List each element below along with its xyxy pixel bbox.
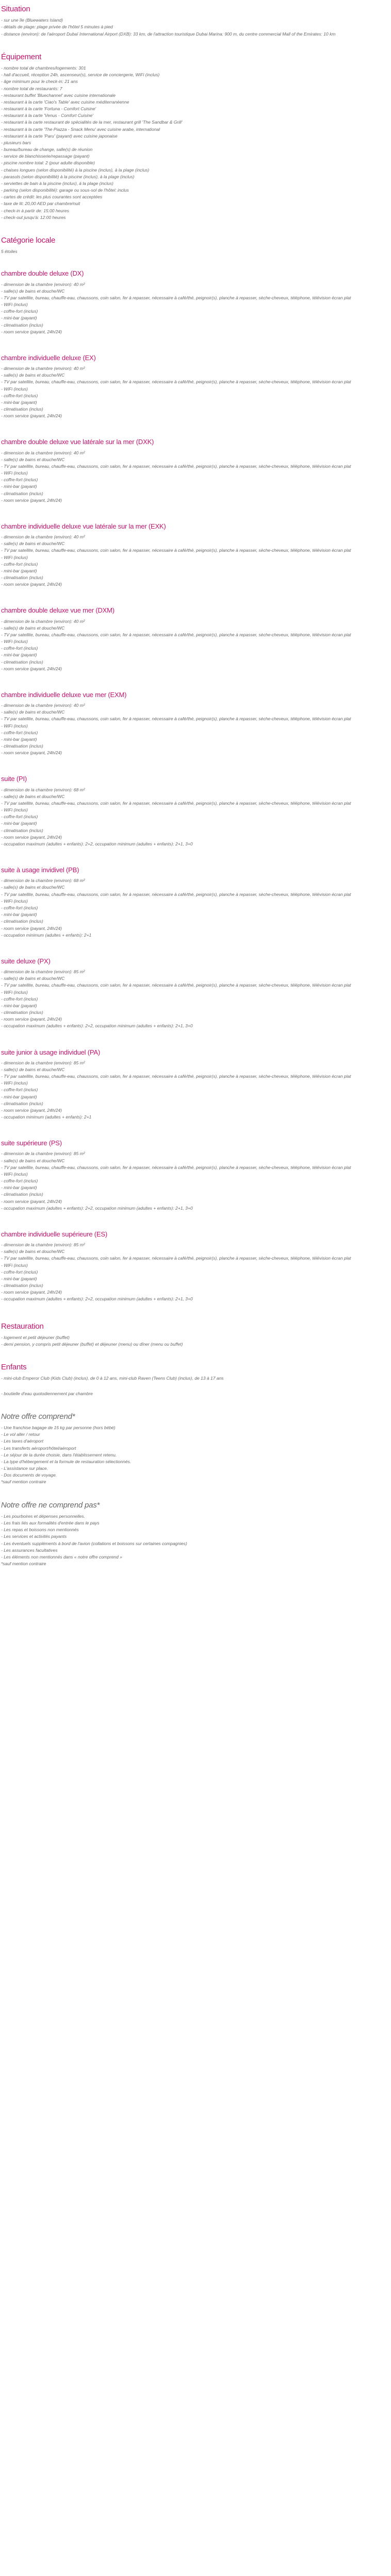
list-item: - restaurant buffet 'Bluechannel' avec cuisine internationale: [1, 92, 116, 98]
list-item: - salle(s) de bains et douche/WC: [1, 372, 65, 378]
list-item: - room service (payant, 24h/24): [1, 413, 62, 419]
situation-heading: Situation: [1, 5, 30, 13]
category-section: [1, 234, 390, 255]
list-item: - dimension de la chambre (environ): 40 m²: [1, 450, 85, 455]
list-item: - climatisation (inclus): [1, 322, 43, 328]
list-item: - salle(s) de bains et douche/WC: [1, 541, 65, 547]
list-item: - TV par satellite, bureau, chauffe-eau, chaussons, coin salon, fer à repasser, nécessaire à café/thé, peignoir(s), planche à repasser, sèche-cheveux, téléphone, télévision écran plat: [1, 632, 351, 637]
catering-section: [1, 1320, 390, 1348]
room-features-list: [1, 365, 390, 419]
room-features-list: [1, 1242, 390, 1303]
list-item: - room service (payant, 24h/24): [1, 1107, 62, 1113]
children-list: [1, 1375, 390, 1382]
list-item: - mini-bar (payant): [1, 1094, 37, 1099]
children-note: - boutielle d'eau quotodiennement par chambre: [1, 1391, 93, 1396]
list-item: - TV par satellite, bureau, chauffe-eau, chaussons, coin salon, fer à repasser, nécessaire à café/thé, peignoir(s), planche à repasser, sèche-cheveux, téléphone, télévision écran plat: [1, 716, 351, 722]
room-section: [1, 774, 390, 848]
list-item: - WiFi (inclus): [1, 898, 28, 904]
list-item: - dimension de la chambre (environ): 68 m²: [1, 787, 85, 792]
list-item: - room service (payant, 24h/24): [1, 834, 62, 840]
list-item: - distance (environ): de l'aéroport Dubaï International Airport (DXB): 33 km, de l'attraction touristique Dubai Marina: 900 m, du centre commercial Mall of the Emirates: 10 km: [1, 31, 336, 37]
list-item: - serviettes de bain à la piscine (inclus), à la plage (inclus): [1, 180, 113, 186]
list-item: - WiFi (inclus): [1, 1171, 28, 1177]
list-item: - Les éventuels suppléments à bord de l'avion (collations et boissons sur certaines compagnies): [1, 1540, 187, 1546]
list-item: - dimension de la chambre (environ): 85 m²: [1, 1060, 85, 1065]
room-section: [1, 956, 390, 1030]
list-item: - TV par satellite, bureau, chauffe-eau, chaussons, coin salon, fer à repasser, nécessaire à café/thé, peignoir(s), planche à repasser, sèche-cheveux, téléphone, télévision écran plat: [1, 1074, 351, 1079]
list-item: - climatisation (inclus): [1, 406, 43, 412]
list-item: - dimension de la chambre (environ): 85 m²: [1, 1151, 85, 1157]
list-item: - Les assurances facultatives: [1, 1547, 58, 1553]
list-item: - climatisation (inclus): [1, 1192, 43, 1197]
list-item: - WiFi (inclus): [1, 302, 28, 308]
list-item: - WiFi (inclus): [1, 1262, 28, 1268]
situation-list: [1, 17, 390, 38]
list-item: - nombre total de restaurants: 7: [1, 86, 62, 91]
list-item: - TV par satellite, bureau, chauffe-eau, chaussons, coin salon, fer à repasser, nécessaire à café/thé, peignoir(s), planche à repasser, sèche-cheveux, téléphone, télévision écran plat: [1, 1256, 351, 1261]
list-item: - WiFi (inclus): [1, 554, 28, 560]
list-item: - mini-bar (payant): [1, 821, 37, 826]
offer-includes-list: [1, 1425, 390, 1479]
list-item: - restaurant à la carte 'Paru' (payant) avec cuisine japonaise: [1, 133, 118, 139]
list-item: - dimension de la chambre (environ): 40 m²: [1, 703, 85, 708]
room-features-list: [1, 877, 390, 939]
list-item: - climatisation (inclus): [1, 1283, 43, 1289]
list-item: - occupation minimum (adultes + enfants): 2+1: [1, 932, 92, 938]
list-item: - mini-bar (payant): [1, 912, 37, 918]
list-item: - nombre total de chambres/logements: 301: [1, 65, 86, 71]
offer-excludes-heading: Notre offre ne comprend pas*: [1, 1500, 100, 1510]
list-item: - WiFi (inclus): [1, 1080, 28, 1086]
list-item: - dimension de la chambre (environ): 68 m²: [1, 878, 85, 884]
room-title: chambre double deluxe vue mer (DXM): [1, 606, 115, 615]
list-item: - climatisation (inclus): [1, 575, 43, 581]
list-item: - mini-bar (payant): [1, 315, 37, 321]
list-item: - TV par satellite, bureau, chauffe-eau, chaussons, coin salon, fer à repasser, nécessaire à café/thé, peignoir(s), planche à repasser, sèche-cheveux, téléphone, télévision écran plat: [1, 463, 351, 469]
list-item: - restaurant à la carte 'Venus - Comfort Cuisine': [1, 113, 93, 118]
catering-heading: Restauration: [1, 1321, 44, 1331]
room-title: suite junior à usage individuel (PA): [1, 1048, 101, 1056]
list-item: - salle(s) de bains et douche/WC: [1, 1066, 65, 1072]
list-item: - taxe de lit: 20,00 AED par chambre/nuit: [1, 201, 80, 207]
room-title: suite supérieure (PS): [1, 1139, 62, 1147]
list-item: - room service (payant, 24h/24): [1, 497, 62, 503]
list-item: - salle(s) de bains et douche/WC: [1, 709, 65, 715]
room-features-list: [1, 534, 390, 588]
list-item: - check-in à partir de: 15:00 heures: [1, 208, 69, 213]
list-item: - piscine nombre total: 2 (pour adulte disponible): [1, 160, 95, 166]
list-item: - restaurant à la carte 'The Piazza - Snack Menu' avec cuisine arabe, international: [1, 126, 160, 132]
list-item: - Les frais liés aux formalités d'entrée dans le pays: [1, 1520, 100, 1526]
list-item: - room service (payant, 24h/24): [1, 1016, 62, 1022]
list-item: - hall d'accueil, réception 24h, ascenseur(s), service de conciergerie, WiFi (inclus): [1, 72, 160, 78]
category-heading: Catégorie locale: [1, 235, 56, 245]
room-title: suite (PI): [1, 775, 27, 783]
room-features-list: [1, 1060, 390, 1121]
room-features-list: [1, 281, 390, 335]
list-item: - room service (payant, 24h/24): [1, 666, 62, 671]
equipment-list: [1, 65, 390, 221]
list-item: - Les transferts aéroport/hôtel/aéroport: [1, 1445, 76, 1451]
list-item: - coffre-fort (inclus): [1, 309, 38, 314]
room-title: chambre individuelle deluxe vue latérale sur la mer (EXK): [1, 522, 166, 530]
list-item: - climatisation (inclus): [1, 1100, 43, 1106]
list-item: - Dos documents de voyage.: [1, 1472, 57, 1478]
list-item: - room service (payant, 24h/24): [1, 925, 62, 931]
list-item: - TV par satellite, bureau, chauffe-eau, chaussons, coin salon, fer à repasser, nécessaire à café/thé, peignoir(s), planche à repasser, sèche-cheveux, téléphone, télévision écran plat: [1, 1164, 351, 1170]
room-features-list: [1, 450, 390, 504]
list-item: - mini-bar (payant): [1, 1003, 37, 1008]
children-section: [1, 1361, 390, 1397]
list-item: - WiFi (inclus): [1, 470, 28, 476]
list-item: - WiFi (inclus): [1, 989, 28, 995]
room-title: chambre individuelle supérieure (ES): [1, 1230, 107, 1238]
room-section: [1, 521, 390, 588]
list-item: - coffre-fort (inclus): [1, 814, 38, 820]
list-item: - room service (payant, 24h/24): [1, 750, 62, 756]
list-item: - room service (payant, 24h/24): [1, 1290, 62, 1295]
list-item: - bureau/bureau de change, salle(s) de réunion: [1, 147, 93, 152]
list-item: - room service (payant, 24h/24): [1, 582, 62, 587]
list-item: - dimension de la chambre (environ): 40 m²: [1, 618, 85, 624]
list-item: - TV par satellite, bureau, chauffe-eau, chaussons, coin salon, fer à repasser, nécessaire à café/thé, peignoir(s), planche à repasser, sèche-cheveux, téléphone, télévision écran plat: [1, 548, 351, 553]
list-item: - mini-bar (payant): [1, 1185, 37, 1191]
list-item: - room service (payant, 24h/24): [1, 329, 62, 334]
room-section: [1, 353, 390, 420]
room-section: [1, 268, 390, 335]
situation-section: [1, 3, 390, 38]
list-item: - Les taxes d'aéroport: [1, 1438, 43, 1444]
list-item: - TV par satellite, bureau, chauffe-eau, chaussons, coin salon, fer à repasser, nécessaire à café/thé, peignoir(s), planche à repasser, sèche-cheveux, téléphone, télévision écran plat: [1, 295, 351, 300]
list-item: - salle(s) de bains et douche/WC: [1, 1249, 65, 1255]
list-item: - coffre-fort (inclus): [1, 477, 38, 483]
list-item: - restaurant à la carte 'Ciao's Table' avec cuisine méditerranéenne: [1, 99, 129, 105]
list-item: - service de blanchisserie/repassage (payant): [1, 154, 90, 159]
list-item: - mini-bar (payant): [1, 736, 37, 742]
list-item: - Les services et activités payants: [1, 1534, 67, 1539]
list-item: - climatisation (inclus): [1, 827, 43, 833]
list-item: - mini-bar (payant): [1, 652, 37, 658]
room-features-list: [1, 787, 390, 848]
list-item: - climatisation (inclus): [1, 743, 43, 749]
catering-list: [1, 1334, 390, 1348]
list-item: - âge minimum pour le check-in: 21 ans: [1, 79, 78, 84]
room-section: [1, 865, 390, 939]
list-item: - plusieurs bars: [1, 140, 31, 145]
list-item: - salle(s) de bains et douche/WC: [1, 885, 65, 890]
list-item: - mini-bar (payant): [1, 568, 37, 573]
list-item: - TV par satellite, bureau, chauffe-eau, chaussons, coin salon, fer à repasser, nécessaire à café/thé, peignoir(s), planche à repasser, sèche-cheveux, téléphone, télévision écran plat: [1, 891, 351, 897]
list-item: - Une franchise bagage de 15 kg par personne (hors bébé): [1, 1425, 116, 1431]
room-section: [1, 437, 390, 504]
list-item: - restaurant à la carte restaurant de spécialités de la mer, restaurant grill 'The Sandbar & Grill': [1, 120, 183, 125]
list-item: - TV par satellite, bureau, chauffe-eau, chaussons, coin salon, fer à repasser, nécessaire à café/thé, peignoir(s), planche à repasser, sèche-cheveux, téléphone, télévision écran plat: [1, 982, 351, 988]
room-section: [1, 1229, 390, 1303]
list-item: - room service (payant, 24h/24): [1, 1198, 62, 1204]
list-item: - dimension de la chambre (environ): 40 m²: [1, 534, 85, 540]
list-item: - check-out jusqu'à: 12:00 heures: [1, 214, 66, 220]
room-features-list: [1, 702, 390, 756]
room-features-list: [1, 618, 390, 672]
list-item: - Les pourboires et dépenses personnelles.: [1, 1513, 86, 1519]
room-title: suite deluxe (PX): [1, 957, 51, 965]
list-item: - dimension de la chambre (environ): 85 m²: [1, 969, 85, 974]
category-stars: 5 étoiles: [1, 249, 18, 255]
list-item: - TV par satellite, bureau, chauffe-eau, chaussons, coin salon, fer à repasser, nécessaire à café/thé, peignoir(s), planche à repasser, sèche-cheveux, téléphone, télévision écran plat: [1, 379, 351, 385]
offer-excludes-section: [1, 1499, 390, 1568]
list-item: - salle(s) de bains et douche/WC: [1, 1158, 65, 1163]
list-item: - coffre-fort (inclus): [1, 905, 38, 910]
list-item: - occupation maximum (adultes + enfants): 2+2, occupation minimum (adultes + enfants): 2+1, 3+0: [1, 1023, 193, 1029]
list-item: - dimension de la chambre (environ): 40 m²: [1, 281, 85, 287]
list-item: - demi pension, y compris petit déjeuner (buffet) et déjeuner (menu) ou dîner (menu ou buffet): [1, 1342, 183, 1347]
list-item: - salle(s) de bains et douche/WC: [1, 793, 65, 799]
room-title: chambre individuelle deluxe vue mer (EXM): [1, 690, 127, 699]
room-section: [1, 605, 390, 672]
offer-excludes-footnote: *sauf mention contraire: [1, 1561, 46, 1567]
room-title: suite à usage invidivel (PB): [1, 866, 79, 874]
room-title: chambre individuelle deluxe (EX): [1, 353, 96, 362]
list-item: - WiFi (inclus): [1, 639, 28, 645]
list-item: - occupation maximum (adultes + enfants): 2+2, occupation minimum (adultes + enfants): 2+1, 3+0: [1, 1205, 193, 1211]
list-item: - Le vol aller / retour: [1, 1432, 40, 1437]
offer-includes-section: [1, 1411, 390, 1486]
list-item: - coffre-fort (inclus): [1, 1178, 38, 1184]
list-item: - mini-bar (payant): [1, 484, 37, 489]
children-heading: Enfants: [1, 1363, 27, 1372]
list-item: - sur une île (Bluewaters Island): [1, 18, 63, 23]
list-item: - occupation minimum (adultes + enfants): 2+1: [1, 1114, 92, 1120]
list-item: - salle(s) de bains et douche/WC: [1, 976, 65, 981]
list-item: - logement et petit déjeuner (buffet): [1, 1334, 70, 1340]
list-item: - climatisation (inclus): [1, 490, 43, 496]
room-section: [1, 1138, 390, 1212]
rooms-container: [1, 268, 390, 1302]
list-item: - La type d'hébergement et la formule de restauration sélectionnés.: [1, 1459, 132, 1464]
list-item: - détails de plage: plage privée de l'hôtel 5 minutes à pied: [1, 24, 113, 30]
equipment-section: [1, 51, 390, 221]
room-features-list: [1, 969, 390, 1030]
list-item: - restaurant à la carte 'Fortuna - Comfort Cuisine': [1, 106, 96, 112]
list-item: - coffre-fort (inclus): [1, 730, 38, 735]
list-item: - mini-bar (payant): [1, 399, 37, 405]
list-item: - parasols (selon disponibilité) à la piscine (inclus), à la plage (inclus): [1, 174, 135, 179]
list-item: - occupation maximum (adultes + enfants): 2+2, occupation minimum (adultes + enfants): 2+1, 3+0: [1, 1296, 193, 1302]
offer-includes-heading: Notre offre comprend*: [1, 1412, 75, 1421]
room-features-list: [1, 1150, 390, 1212]
list-item: - salle(s) de bains et douche/WC: [1, 288, 65, 294]
list-item: - dimension de la chambre (environ): 40 m²: [1, 366, 85, 371]
list-item: - parking (selon disponibilité): garage ou sous-sol de l'hôtel: inclus: [1, 188, 129, 193]
list-item: - coffre-fort (inclus): [1, 646, 38, 651]
list-item: - coffre-fort (inclus): [1, 393, 38, 398]
list-item: - Le séjour de la durée choisie, dans l'établissement retenu.: [1, 1452, 117, 1458]
list-item: - climatisation (inclus): [1, 919, 43, 924]
list-item: - Les repas et boissons non mentionnés: [1, 1527, 79, 1533]
room-section: [1, 1047, 390, 1121]
room-title: chambre double deluxe (DX): [1, 269, 84, 278]
list-item: - cartes de crédit: les plus courantes sont acceptées: [1, 194, 103, 200]
list-item: - Les éléments non mentionnés dans « notre offre comprend »: [1, 1554, 122, 1560]
list-item: - coffre-fort (inclus): [1, 996, 38, 1002]
list-item: - WiFi (inclus): [1, 723, 28, 728]
list-item: - WiFi (inclus): [1, 386, 28, 392]
list-item: - climatisation (inclus): [1, 1010, 43, 1015]
list-item: - dimension de la chambre (environ): 85 m²: [1, 1242, 85, 1248]
list-item: - coffre-fort (inclus): [1, 1087, 38, 1093]
list-item: - climatisation (inclus): [1, 659, 43, 665]
list-item: - mini-bar (payant): [1, 1276, 37, 1281]
offer-excludes-list: [1, 1513, 390, 1561]
room-title: chambre double deluxe vue latérale sur la mer (DXK): [1, 438, 154, 446]
list-item: - WiFi (inclus): [1, 807, 28, 813]
list-item: - coffre-fort (inclus): [1, 1269, 38, 1275]
list-item: - coffre-fort (inclus): [1, 561, 38, 567]
list-item: - occupation maximum (adultes + enfants): 2+2, occupation minimum (adultes + enfants): 2+1, 3+0: [1, 841, 193, 846]
offer-includes-footnote: *sauf mention contraire: [1, 1479, 46, 1485]
list-item: - salle(s) de bains et douche/WC: [1, 456, 65, 462]
list-item: - salle(s) de bains et douche/WC: [1, 625, 65, 631]
room-section: [1, 690, 390, 757]
list-item: - TV par satellite, bureau, chauffe-eau, chaussons, coin salon, fer à repasser, nécessaire à café/thé, peignoir(s), planche à repasser, sèche-cheveux, téléphone, télévision écran plat: [1, 800, 351, 806]
equipment-heading: Équipement: [1, 52, 42, 61]
list-item: - mini-club Emperor Club (Kids Club) (inclus), de 0 à 12 ans, mini-club Raven (Teens Club) (inclus), de 13 à 17 ans: [1, 1376, 224, 1381]
list-item: - L'assistance sur place.: [1, 1466, 48, 1471]
list-item: - chaises longues (selon disponibilité) à la piscine (inclus), à la plage (inclus): [1, 167, 150, 173]
